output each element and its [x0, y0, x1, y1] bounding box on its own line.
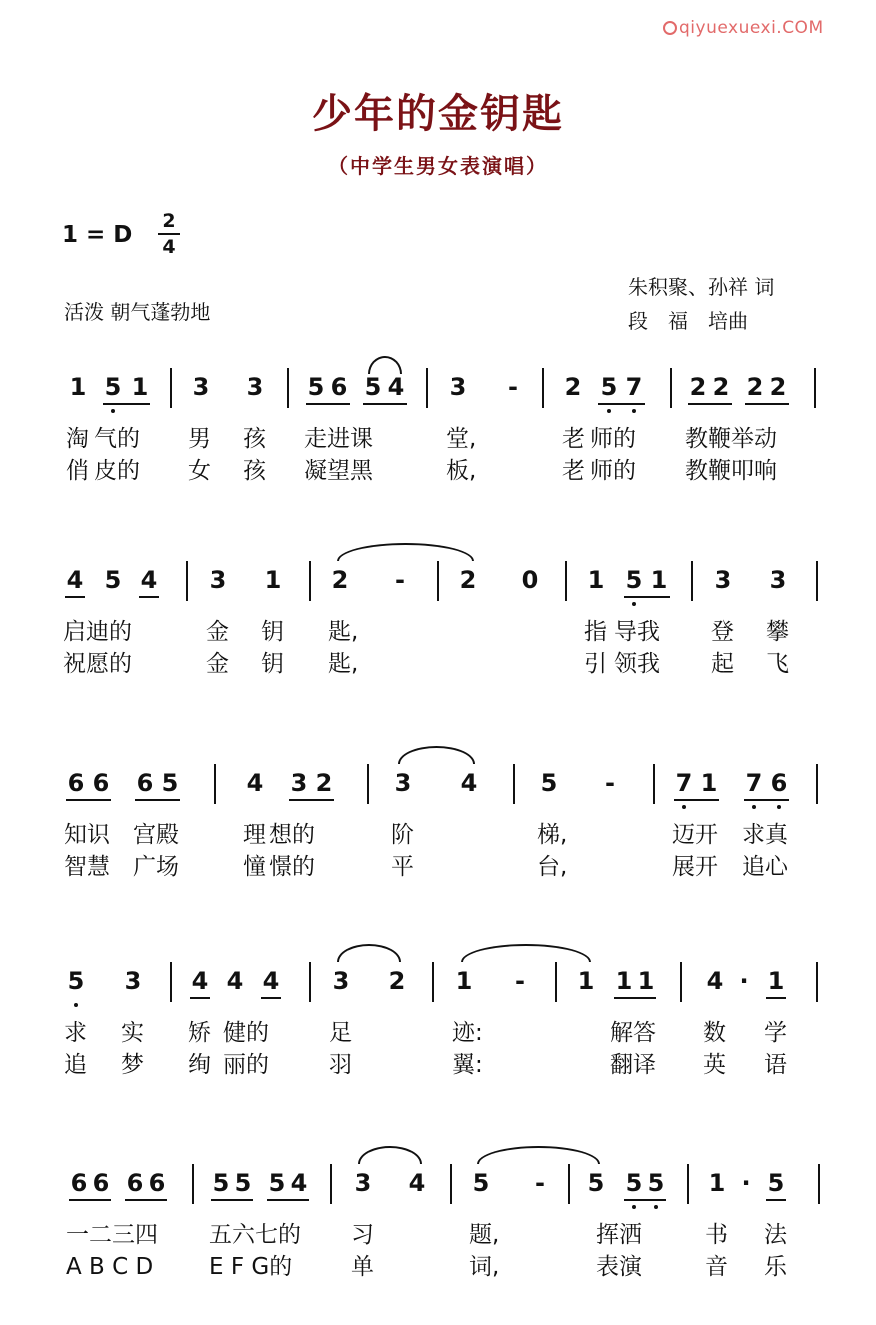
underline-beam [289, 799, 334, 801]
barline [670, 368, 672, 408]
lyric: 启迪的 [63, 619, 132, 645]
lyric: 梦 [121, 1052, 144, 1078]
lyric: 足 [329, 1020, 352, 1046]
lyric: 法 [764, 1222, 787, 1248]
note: 4 [66, 566, 84, 594]
lyric: 导我 [614, 619, 660, 645]
note: 6 [126, 1169, 144, 1197]
song-title: 少年的金钥匙 [312, 90, 564, 137]
note: 4 [140, 566, 158, 594]
note: 3 [209, 566, 227, 594]
lyric: 教鞭叩响 [685, 458, 777, 484]
note: 5 [625, 566, 643, 594]
underline-beam [674, 799, 719, 801]
lyric: 语 [764, 1052, 787, 1078]
lyric: 表演 [596, 1254, 642, 1280]
lyric: 钥 [261, 651, 284, 677]
lyric: 实 [121, 1020, 144, 1046]
lyric: A B C D [66, 1254, 154, 1280]
note: 6 [92, 769, 110, 797]
underline-beam [744, 799, 789, 801]
lyric: 单 [351, 1254, 374, 1280]
note: 2 [331, 566, 349, 594]
lyric: 英 [703, 1052, 726, 1078]
note: 1 [69, 373, 87, 401]
lyric: 金 [206, 619, 229, 645]
lyric: 女 [188, 458, 211, 484]
lyric: 登 [711, 619, 734, 645]
slur [368, 356, 402, 374]
lyric: 师的 [590, 458, 636, 484]
lyric: 绚 [188, 1052, 211, 1078]
lyric: 老 [562, 458, 585, 484]
lyric: 平 [391, 854, 414, 880]
underline-beam [363, 403, 407, 405]
lyric: 师的 [590, 426, 636, 452]
note: 5 [625, 1169, 643, 1197]
barline [186, 561, 188, 601]
barline [542, 368, 544, 408]
lyric: 阶 [391, 822, 414, 848]
barline [687, 1164, 689, 1204]
note: 1 [455, 967, 473, 995]
time-signature-line [158, 233, 180, 235]
note: 0 [521, 566, 539, 594]
note: 5 [600, 373, 618, 401]
lyric: 祝愿的 [63, 651, 132, 677]
barline [309, 561, 311, 601]
note: 6 [330, 373, 348, 401]
barline [513, 764, 515, 804]
lyric: 堂, [446, 426, 477, 452]
note: 5 [647, 1169, 665, 1197]
note: 4 [191, 967, 209, 995]
barline [555, 962, 557, 1002]
lyric: 孩 [243, 458, 266, 484]
lyric: 学 [764, 1020, 787, 1046]
barline [437, 561, 439, 601]
note: - [605, 769, 615, 797]
barline [816, 764, 818, 804]
barline [287, 368, 289, 408]
octave-dot [632, 1205, 636, 1209]
barline [565, 561, 567, 601]
lyric: 翼: [452, 1052, 483, 1078]
barline [309, 962, 311, 1002]
note: 6 [770, 769, 788, 797]
lyric: 孩 [243, 426, 266, 452]
note: 5 [307, 373, 325, 401]
lyric: 板, [446, 458, 477, 484]
lyric: 宫殿 [133, 822, 179, 848]
barline [691, 561, 693, 601]
underline-beam [624, 1199, 666, 1201]
octave-dot [752, 805, 756, 809]
octave-dot [632, 409, 636, 413]
lyric: 智慧 [64, 854, 110, 880]
note: 4 [246, 769, 264, 797]
lyric: 挥洒 [596, 1222, 642, 1248]
tie [477, 1146, 600, 1164]
lyric: 老 [562, 426, 585, 452]
note: 5 [767, 1169, 785, 1197]
barline [170, 368, 172, 408]
note: 7 [625, 373, 643, 401]
underline-beam [139, 596, 159, 598]
composer: 段 福 培曲 [628, 309, 748, 333]
lyric: 翻译 [610, 1052, 656, 1078]
underline-beam [688, 403, 732, 405]
watermark [663, 18, 824, 38]
underline-beam [267, 1199, 309, 1201]
note: 1 [264, 566, 282, 594]
underline-beam [624, 596, 670, 598]
barline [814, 368, 816, 408]
lyric: 领我 [614, 651, 660, 677]
note: 5 [212, 1169, 230, 1197]
dotted-rhythm: · [741, 1169, 751, 1197]
note: 3 [769, 566, 787, 594]
credits [628, 270, 774, 338]
lyric: 男 [188, 426, 211, 452]
lyric: 羽 [329, 1052, 352, 1078]
tempo-marking: 活泼 朝气蓬勃地 [64, 300, 211, 324]
note: 2 [459, 566, 477, 594]
underline-beam [69, 1199, 111, 1201]
lyric: 丽的 [223, 1052, 269, 1078]
lyric: 健的 [223, 1020, 269, 1046]
lyric: 起 [711, 651, 734, 677]
note: 2 [689, 373, 707, 401]
note: 1 [700, 769, 718, 797]
note: 2 [564, 373, 582, 401]
note: 6 [70, 1169, 88, 1197]
underline-beam [190, 997, 210, 999]
note: 2 [712, 373, 730, 401]
lyric: 展开 [672, 854, 718, 880]
note: - [515, 967, 525, 995]
note: 1 [708, 1169, 726, 1197]
key-signature: 1 = D [62, 222, 133, 248]
underline-beam [125, 1199, 167, 1201]
note: 2 [746, 373, 764, 401]
lyric: 求真 [742, 822, 788, 848]
lyric: 凝望黑 [304, 458, 373, 484]
lyric: 求 [64, 1020, 87, 1046]
note: 5 [472, 1169, 490, 1197]
note: 3 [449, 373, 467, 401]
lyric: 音 [705, 1254, 728, 1280]
lyric: 知识 [64, 822, 110, 848]
note: 1 [131, 373, 149, 401]
octave-dot [74, 1003, 78, 1007]
lyric: 题, [469, 1222, 500, 1248]
note: 5 [268, 1169, 286, 1197]
lyric: 指 [584, 619, 607, 645]
note: 5 [234, 1169, 252, 1197]
note: 1 [587, 566, 605, 594]
note: - [395, 566, 405, 594]
time-signature [158, 210, 180, 258]
lyric: 憧 [243, 854, 266, 880]
barline [653, 764, 655, 804]
barline [816, 561, 818, 601]
lyric: 矫 [188, 1020, 211, 1046]
note: 6 [136, 769, 154, 797]
note: 3 [394, 769, 412, 797]
time-signature-top: 2 [162, 210, 176, 232]
lyric: 飞 [766, 651, 789, 677]
underline-beam [766, 1199, 786, 1201]
lyric: 匙, [328, 619, 359, 645]
lyric: 气的 [94, 426, 140, 452]
logo-icon [663, 21, 677, 35]
underline-beam [135, 799, 180, 801]
barline [330, 1164, 332, 1204]
lyric: 迹: [452, 1020, 483, 1046]
tie [337, 543, 474, 561]
note: 6 [92, 1169, 110, 1197]
underline-beam [745, 403, 789, 405]
underline-beam [306, 403, 350, 405]
note: - [508, 373, 518, 401]
underline-beam [66, 799, 111, 801]
slur [337, 944, 401, 962]
note: 5 [67, 967, 85, 995]
note: 4 [460, 769, 478, 797]
lyric: 乐 [764, 1254, 787, 1280]
lyric: 台, [537, 854, 568, 880]
underline-beam [261, 997, 281, 999]
time-signature-bottom: 4 [162, 236, 176, 258]
underline-beam [211, 1199, 253, 1201]
lyric: 五六七的 [209, 1222, 301, 1248]
lyric: 攀 [766, 619, 789, 645]
underline-beam [103, 403, 150, 405]
dotted-rhythm: · [739, 967, 749, 995]
note: 1 [637, 967, 655, 995]
note: 5 [104, 566, 122, 594]
lyric: 教鞭举动 [685, 426, 777, 452]
note: 2 [388, 967, 406, 995]
lyric: 追心 [742, 854, 788, 880]
note: 7 [745, 769, 763, 797]
note: 5 [161, 769, 179, 797]
barline [426, 368, 428, 408]
lyric: 淘 [66, 426, 89, 452]
song-subtitle: （中学生男女表演唱） [328, 154, 548, 178]
note: 5 [587, 1169, 605, 1197]
underline-beam [614, 997, 656, 999]
note: 1 [767, 967, 785, 995]
lyric: 一二三四 [66, 1222, 158, 1248]
lyric: 匙, [328, 651, 359, 677]
note: 3 [246, 373, 264, 401]
note: 5 [540, 769, 558, 797]
note: 4 [387, 373, 405, 401]
octave-dot [777, 805, 781, 809]
octave-dot [111, 409, 115, 413]
note: 3 [332, 967, 350, 995]
barline [816, 962, 818, 1002]
note: 1 [577, 967, 595, 995]
note: 5 [104, 373, 122, 401]
lyric: 理 [243, 822, 266, 848]
tie [461, 944, 591, 962]
note: 4 [226, 967, 244, 995]
note: 2 [315, 769, 333, 797]
note: 3 [192, 373, 210, 401]
note: 6 [67, 769, 85, 797]
note: 5 [364, 373, 382, 401]
lyric: 迈开 [672, 822, 718, 848]
lyric: 解答 [610, 1020, 656, 1046]
barline [680, 962, 682, 1002]
lyric: 金 [206, 651, 229, 677]
watermark-text: qiyuexuexi.COM [679, 18, 824, 38]
underline-beam [598, 403, 645, 405]
note: 6 [148, 1169, 166, 1197]
lyricist: 朱积聚、孙祥 词 [628, 275, 775, 299]
lyric: 引 [584, 651, 607, 677]
lyric: 憬的 [269, 854, 315, 880]
lyric: 走进课 [304, 426, 373, 452]
note: 1 [615, 967, 633, 995]
barline [818, 1164, 820, 1204]
barline [170, 962, 172, 1002]
lyric: 书 [705, 1222, 728, 1248]
note: 2 [769, 373, 787, 401]
lyric: 广场 [133, 854, 179, 880]
slur [358, 1146, 422, 1164]
note: 4 [706, 967, 724, 995]
underline-beam [766, 997, 786, 999]
lyric: 俏 [66, 458, 89, 484]
underline-beam [65, 596, 85, 598]
lyric: 词, [469, 1254, 500, 1280]
note: 1 [650, 566, 668, 594]
barline [192, 1164, 194, 1204]
barline [450, 1164, 452, 1204]
note: 4 [262, 967, 280, 995]
lyric: 梯, [537, 822, 568, 848]
barline [367, 764, 369, 804]
octave-dot [632, 602, 636, 606]
barline [568, 1164, 570, 1204]
lyric: 钥 [261, 619, 284, 645]
octave-dot [682, 805, 686, 809]
octave-dot [607, 409, 611, 413]
note: 4 [290, 1169, 308, 1197]
lyric: 追 [64, 1052, 87, 1078]
octave-dot [654, 1205, 658, 1209]
lyric: 习 [351, 1222, 374, 1248]
note: 3 [714, 566, 732, 594]
note: 3 [354, 1169, 372, 1197]
note: 7 [675, 769, 693, 797]
barline [214, 764, 216, 804]
lyric: 数 [703, 1020, 726, 1046]
note: - [535, 1169, 545, 1197]
barline [432, 962, 434, 1002]
slur [398, 746, 475, 764]
note: 3 [290, 769, 308, 797]
note: 3 [124, 967, 142, 995]
lyric: 想的 [269, 822, 315, 848]
note: 4 [408, 1169, 426, 1197]
lyric: E F G的 [209, 1254, 293, 1280]
lyric: 皮的 [94, 458, 140, 484]
